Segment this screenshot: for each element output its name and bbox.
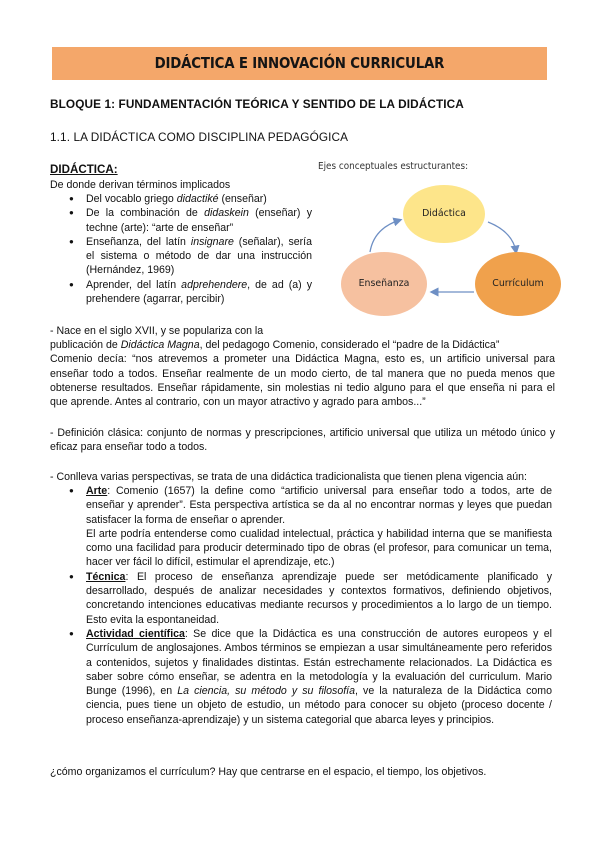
perspectives-list xyxy=(66,484,552,727)
diagram-title: Ejes conceptuales estructurantes: xyxy=(318,161,469,172)
list-item: ● Aprender, del latín adprehendere, de ad (a) y prehendere (agarrar, percibir) xyxy=(66,278,312,307)
arrow-ensenanza-didactica xyxy=(370,220,400,252)
bloque-heading: BLOQUE 1: FUNDAMENTACIÓN TEÓRICA Y SENTIDO DE LA DIDÁCTICA xyxy=(50,97,464,111)
paragraph-origin: publicación de Didáctica Magna, del pedagogo Comenio, considerado el “padre de la Didáctica” Comenio decía: “nos atrevemos a prometer una Didáctica Magna, esto es, un artificio universal para enseñar todo a todos. Enseñar realmente de un modo cierto, de tal manera que no pueda menos que obtenerse resultados. Enseñar rápidamente, sin molestias ni tedio alguno para el que enseña ni para el que aprende. Antes al contrario, con un mayor atractivo y agrado para ambos...” xyxy=(50,339,555,409)
document-title: DIDÁCTICA E INNOVACIÓN CURRICULAR xyxy=(154,54,445,73)
list-item: ● Del vocablo griego didactiké (enseñar) xyxy=(66,192,312,206)
node-ensenanza: Enseñanza xyxy=(341,252,427,316)
title-banner xyxy=(52,47,547,80)
concept-diagram xyxy=(318,160,558,330)
didactica-intro: De donde derivan términos implicados xyxy=(50,179,231,191)
node-didactica: Didáctica xyxy=(403,185,485,243)
list-item: ● De la combinación de didaskein (enseñar) y techne (arte): “arte de enseñar” xyxy=(66,206,312,235)
section-subtitle: 1.1. LA DIDÁCTICA COMO DISCIPLINA PEDAGÓGICA xyxy=(50,130,349,144)
paragraph-origin-line1: - Nace en el siglo XVII, y se populariza con la xyxy=(50,325,264,337)
etymology-list xyxy=(66,192,312,306)
list-item: ● Enseñanza, del latín insignare (señalar), sería el sistema o método de dar una instrucción (Hernández, 1969) xyxy=(66,235,312,278)
list-item: ● Técnica: El proceso de enseñanza aprendizaje puede ser metódicamente planificado y desarrollado, después de analizar necesidades y contextos formativos, definiendo objetivos, concretando intenciones educativas mediante recursos y procedimientos a lo largo de un tiempo. Esto evita la espontaneidad. xyxy=(66,570,552,627)
didactica-heading: DIDÁCTICA: xyxy=(50,163,118,176)
paragraph-definition: - Definición clásica: conjunto de normas y prescripciones, artificio universal que utiliza un método único y eficaz para enseñar todo a todos. xyxy=(50,427,555,454)
list-item: ● Actividad científica: Se dice que la Didáctica es una construcción de autores europeos y el Currículum de anglosajones. Ambos términos se empiezan a usar simultáneamente pero referidos a contenidos, sujetos y finalidades distintas. Están estrechamente relacionados. La Didáctica es saber sobre cómo enseñar, se adentra en la metodología y la evaluación del curriculum. Mario Bunge (1996), en La ciencia, su método y su filosofía, ve la naturaleza de la Didáctica como ciencia, pues tiene un objeto de estudio, un método para conocer su objeto (proceso docente / proceso enseñanza-aprendizaje) y un sistema categorial que abarca leyes y principios. xyxy=(66,627,552,727)
paragraph-perspectives-intro: - Conlleva varias perspectivas, se trata de una didáctica tradicionalista que tienen plena vigencia aún: xyxy=(50,471,528,483)
closing-question: ¿cómo organizamos el currículum? Hay que centrarse en el espacio, el tiempo, los objetivos. xyxy=(50,766,487,778)
arrow-didactica-curriculum xyxy=(488,222,516,252)
node-curriculum: Currículum xyxy=(475,252,561,316)
list-item: ● Arte: Comenio (1657) la define como “artificio universal para enseñar todo a todos, arte de enseñar y aprender”. Esta perspectiva artística se da al no encontrar normas y leyes que puedan satisfacer la forma de enseñar o aprender. El arte podría entenderse como cualidad intelectual, práctica y habilidad interna que se manifiesta como una facilidad para producir determinado tipo de obras (el profesor, para comunicar un tema, hacer ver fácil lo difícil, estimular el aprendizaje, etc.) xyxy=(66,484,552,570)
